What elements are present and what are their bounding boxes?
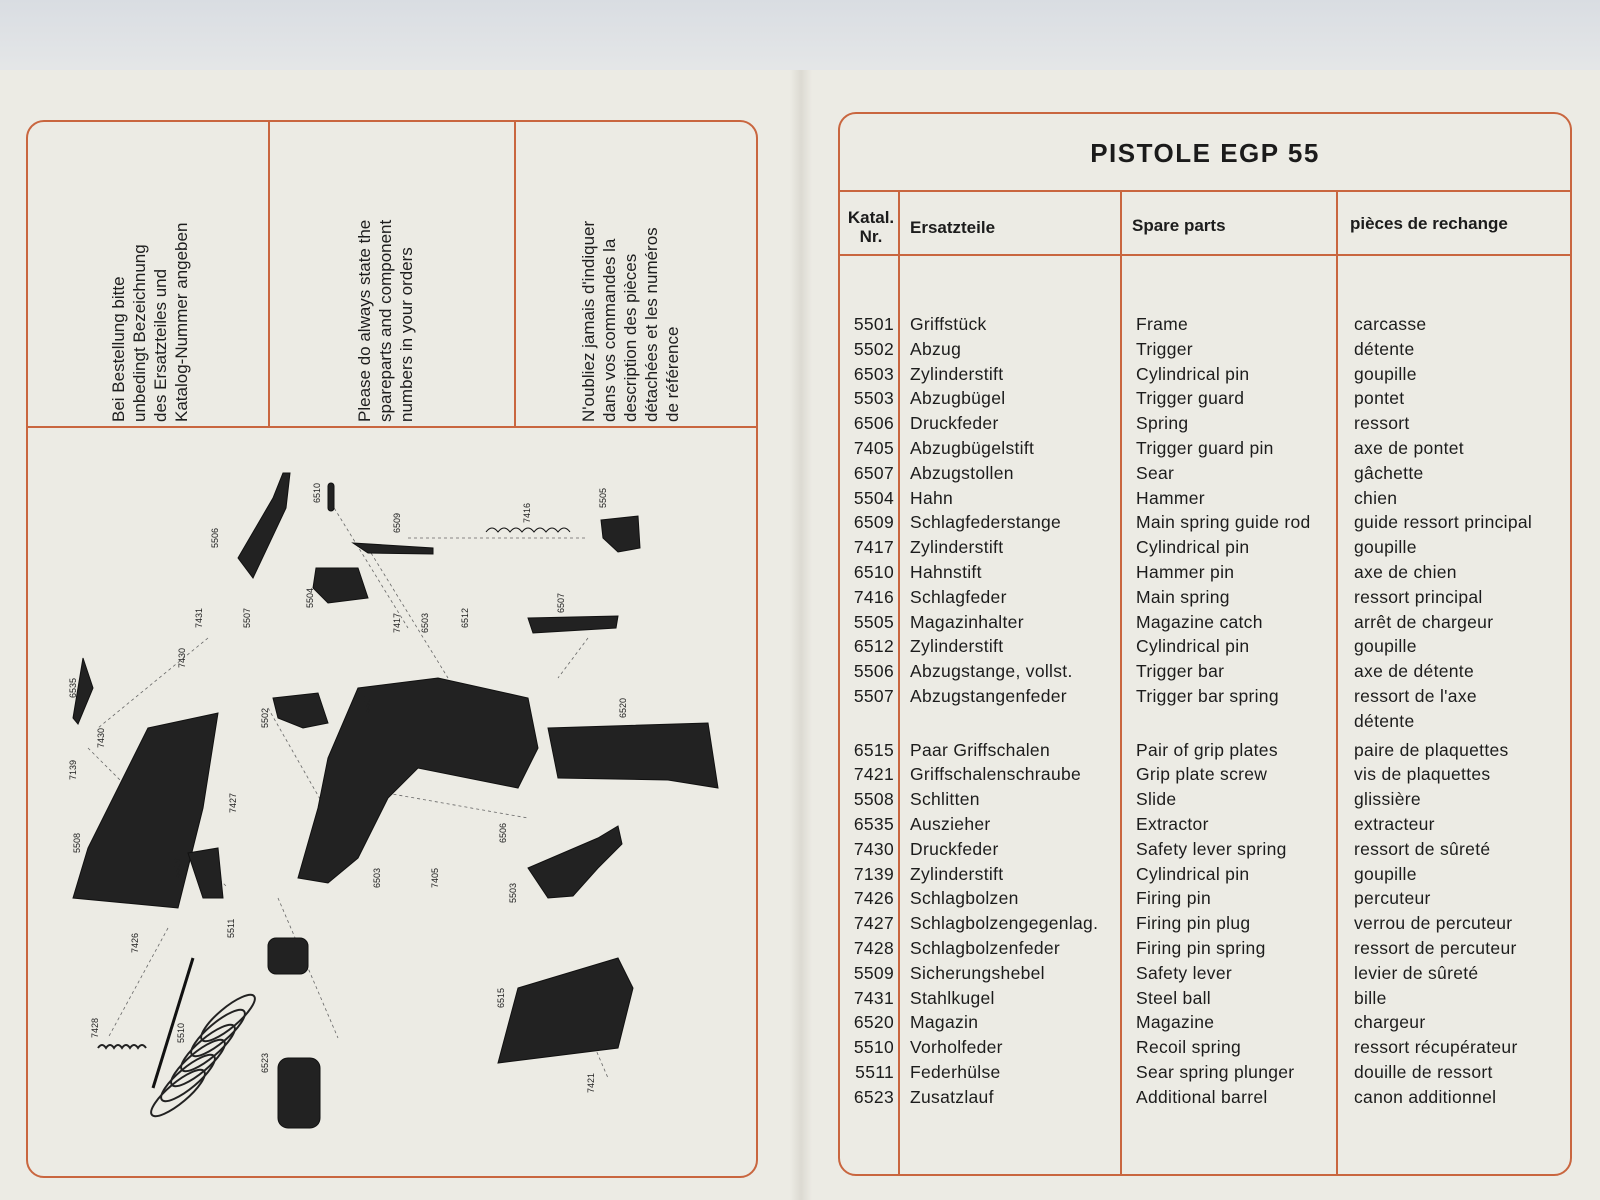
table-row [840, 537, 1570, 562]
english-name-cell: Hammer [1136, 487, 1205, 508]
frame-shape [298, 678, 538, 883]
english-name-cell: Hammer pin [1136, 562, 1235, 582]
french-name-cell: ressort récupérateur [1354, 1037, 1518, 1058]
magazine-catch-shape [601, 516, 640, 552]
label-7139: 7139 [68, 759, 78, 780]
german-name-cell: Auszieher [910, 814, 991, 834]
column-divider [514, 122, 516, 426]
catalog-number-cell: 6520 [853, 1012, 894, 1033]
hammer-shape [313, 568, 368, 603]
main-spring-shape [486, 528, 570, 532]
catalog-number-cell: 5507 [853, 686, 894, 706]
table-row [840, 612, 1570, 637]
label-5501: 5501 [362, 692, 372, 713]
recoil-spring-shape [98, 988, 260, 1122]
table-row [840, 888, 1570, 913]
french-name-cell: canon additionnel [1354, 1086, 1497, 1107]
left-panel [26, 120, 758, 1178]
english-name-cell: Firing pin plug [1136, 913, 1251, 934]
pin-shape [328, 483, 334, 511]
catalog-number-cell: 7416 [853, 586, 894, 607]
table-row [840, 864, 1570, 889]
catalog-number-cell: 7426 [853, 888, 894, 909]
table-row [840, 789, 1570, 814]
french-name-cell: chargeur [1354, 1012, 1426, 1033]
table-row [840, 839, 1570, 864]
french-name-cell: goupille [1354, 636, 1417, 657]
table-row [840, 661, 1570, 686]
table-row [840, 686, 1570, 711]
french-name-cell: glissière [1354, 789, 1421, 810]
catalog-number-cell: 6512 [853, 636, 894, 657]
label-7417: 7417 [392, 612, 402, 633]
table-row [840, 388, 1570, 413]
table-row [840, 1012, 1570, 1037]
part-shapes [73, 473, 718, 1128]
page-title: PISTOLE EGP 55 [1090, 138, 1320, 168]
catalog-number-cell: 7430 [853, 838, 894, 859]
catalog-number-cell: 7417 [853, 537, 894, 558]
table-row [840, 438, 1570, 463]
english-name-cell: Magazine [1136, 1012, 1215, 1033]
french-name-cell: carcasse [1354, 314, 1427, 334]
catalog-number-cell: 6515 [853, 739, 894, 760]
english-name-cell: Spring [1136, 413, 1189, 434]
label-6507: 6507 [556, 592, 566, 613]
german-name-cell: Zylinderstift [910, 863, 1004, 884]
german-name-cell: Magazin [910, 1012, 979, 1033]
table-row [840, 364, 1570, 389]
label-5511: 5511 [226, 918, 236, 938]
label-5507: 5507 [242, 607, 252, 628]
guide-rod-shape [353, 543, 433, 554]
english-name-cell: Grip plate screw [1136, 764, 1268, 785]
english-name-cell: Magazine catch [1136, 611, 1263, 632]
instruction-header [28, 122, 756, 428]
german-name-cell: Federhülse [910, 1062, 1001, 1082]
instruction-french: N'oubliez jamais d'indiquer dans vos commandes la description des pièces détachées et les numéros de référence [579, 220, 682, 422]
german-name-cell: Zylinderstift [910, 537, 1004, 558]
french-name-cell: ressort de percuteur [1354, 938, 1517, 958]
english-name-cell: Safety lever [1136, 962, 1233, 983]
english-name-cell: Trigger guard [1136, 388, 1245, 409]
french-name-cell: axe de détente [1354, 661, 1474, 682]
english-name-cell: Cylindrical pin [1136, 863, 1250, 884]
german-name-cell: Abzugbügel [910, 388, 1006, 409]
table-row [840, 938, 1570, 963]
catalog-number-cell: 7427 [853, 913, 894, 934]
german-name-cell: Abzug [910, 338, 962, 359]
french-name-cell: détente [1354, 710, 1415, 731]
table-row [840, 636, 1570, 661]
label-6523: 6523 [260, 1052, 270, 1073]
english-name-cell: Cylindrical pin [1136, 537, 1250, 558]
english-name-cell: Main spring guide rod [1136, 512, 1311, 533]
label-5506: 5506 [210, 527, 220, 548]
label-7428: 7428 [90, 1017, 100, 1038]
english-name-cell: Firing pin spring [1136, 938, 1266, 958]
catalog-number-cell: 7139 [853, 863, 894, 884]
exploded-view-svg [28, 428, 756, 1176]
table-row [840, 587, 1570, 612]
trigger-shape [273, 693, 328, 728]
table-row [840, 764, 1570, 789]
french-name-cell: détente [1354, 338, 1415, 359]
label-6509: 6509 [392, 512, 402, 533]
label-7430-b: 7430 [96, 727, 106, 748]
french-name-cell: goupille [1354, 863, 1417, 884]
label-7427: 7427 [228, 792, 238, 813]
german-name-cell: Schlagfederstange [910, 512, 1062, 533]
table-row [840, 488, 1570, 513]
french-name-cell: arrêt de chargeur [1354, 611, 1494, 632]
sear-shape [528, 616, 618, 633]
german-name-cell: Paar Griffschalen [910, 739, 1050, 760]
german-name-cell: Griffstück [910, 314, 987, 334]
catalog-number-cell: 5503 [853, 388, 894, 409]
german-name-cell: Hahn [910, 487, 954, 508]
german-name-cell: Schlagbolzen [910, 888, 1019, 909]
grip-plate-shape [498, 958, 633, 1063]
english-name-cell: Trigger [1136, 338, 1193, 359]
table-row [840, 463, 1570, 488]
label-7426: 7426 [130, 932, 140, 953]
table-row [840, 740, 1570, 765]
french-name-cell: guide ressort principal [1354, 512, 1533, 533]
label-5505: 5505 [598, 487, 608, 508]
catalog-number-cell: 5508 [853, 789, 894, 810]
firing-pin-spring-shape [98, 1045, 146, 1048]
table-row [840, 339, 1570, 364]
label-5508: 5508 [72, 832, 82, 853]
french-name-cell: ressort de l'axe [1354, 686, 1477, 706]
catalog-number-cell: 7405 [853, 438, 894, 458]
catalog-number-cell: 5510 [853, 1037, 894, 1058]
german-name-cell: Stahlkugel [910, 987, 995, 1008]
label-5510: 5510 [176, 1022, 186, 1043]
german-name-cell: Sicherungshebel [910, 962, 1045, 983]
label-6520: 6520 [618, 697, 628, 718]
catalog-number-cell: 7431 [853, 987, 894, 1008]
english-name-cell: Pair of grip plates [1136, 739, 1278, 760]
german-name-cell: Druckfeder [910, 413, 999, 434]
additional-barrel-shape [278, 1058, 320, 1128]
french-name-cell: goupille [1354, 537, 1417, 558]
table-row [840, 413, 1570, 438]
english-name-cell: Trigger bar spring [1136, 686, 1279, 706]
header-catalog-number: Katal. Nr. [847, 208, 895, 246]
english-name-cell: Steel ball [1136, 987, 1211, 1008]
table-row [840, 1037, 1570, 1062]
german-name-cell: Schlagbolzengegenlag. [910, 913, 1099, 934]
german-name-cell: Schlagbolzenfeder [910, 938, 1061, 958]
english-name-cell: Trigger bar [1136, 661, 1225, 682]
catalog-number-cell: 5505 [853, 611, 894, 632]
german-name-cell: Zylinderstift [910, 636, 1004, 657]
english-name-cell: Cylindrical pin [1136, 636, 1250, 657]
french-name-cell: bille [1354, 987, 1387, 1008]
table-row [840, 963, 1570, 988]
french-name-cell: paire de plaquettes [1354, 739, 1509, 760]
catalog-number-cell: 6506 [853, 413, 894, 434]
label-6503-a: 6503 [420, 612, 430, 633]
english-name-cell: Extractor [1136, 814, 1209, 834]
label-7416: 7416 [522, 502, 532, 523]
catalog-number-cell: 5511 [855, 1062, 894, 1082]
label-7405: 7405 [430, 867, 440, 888]
label-6515: 6515 [496, 987, 506, 1008]
table-row [840, 314, 1570, 339]
english-name-cell: Trigger guard pin [1136, 438, 1274, 458]
french-name-cell: ressort de sûreté [1354, 838, 1491, 859]
french-name-cell: percuteur [1354, 888, 1431, 909]
german-name-cell: Vorholfeder [910, 1037, 1003, 1058]
label-5509: 5509 [172, 857, 182, 878]
column-divider [268, 122, 270, 426]
english-name-cell: Frame [1136, 314, 1189, 334]
table-row [840, 1087, 1570, 1112]
catalog-number-cell: 6503 [853, 363, 894, 384]
english-name-cell: Cylindrical pin [1136, 363, 1250, 384]
label-6535: 6535 [68, 677, 78, 698]
magazine-shape [548, 723, 718, 788]
french-name-cell: gâchette [1354, 462, 1424, 483]
catalog-number-cell: 6523 [853, 1086, 894, 1107]
catalog-number-cell: 6535 [853, 814, 894, 834]
german-name-cell: Abzugstange, vollst. [910, 661, 1073, 682]
french-name-cell: vis de plaquettes [1354, 764, 1491, 785]
french-name-cell: levier de sûreté [1354, 962, 1479, 983]
firing-pin-shape [153, 958, 193, 1088]
english-name-cell: Slide [1136, 789, 1177, 810]
german-name-cell: Hahnstift [910, 562, 982, 582]
german-name-cell: Schlagfeder [910, 586, 1007, 607]
table-row [840, 711, 1570, 736]
french-name-cell: ressort principal [1354, 586, 1483, 607]
label-6510: 6510 [312, 482, 322, 503]
table-row [840, 1062, 1570, 1087]
label-6512: 6512 [460, 607, 470, 628]
catalog-number-cell: 5509 [853, 962, 894, 983]
sear-plunger-shape [268, 938, 308, 974]
catalog-number-cell: 6510 [853, 562, 894, 582]
parts-list-panel [838, 112, 1572, 1176]
page-fold [790, 70, 812, 1200]
catalog-number-cell: 5506 [853, 661, 894, 682]
header-spare-parts: Spare parts [1132, 216, 1226, 235]
label-5504: 5504 [305, 587, 315, 608]
catalog-number-cell: 5501 [853, 314, 894, 334]
english-name-cell: Firing pin [1136, 888, 1211, 909]
german-name-cell: Zusatzlauf [910, 1086, 994, 1107]
safety-lever-shape [188, 848, 223, 898]
exploded-view-diagram [28, 428, 756, 1176]
table-row [840, 988, 1570, 1013]
header-divider [840, 254, 1570, 256]
table-row [840, 512, 1570, 537]
catalog-number-cell: 6507 [853, 462, 894, 483]
french-name-cell: extracteur [1354, 814, 1435, 834]
german-name-cell: Zylinderstift [910, 363, 1004, 384]
french-name-cell: goupille [1354, 363, 1417, 384]
label-6503-b: 6503 [372, 867, 382, 888]
label-7431: 7431 [194, 607, 204, 628]
catalog-number-cell: 7421 [853, 764, 894, 785]
german-name-cell: Abzugstangenfeder [910, 686, 1067, 706]
table-row [840, 913, 1570, 938]
english-name-cell: Sear spring plunger [1136, 1062, 1295, 1082]
german-name-cell: Griffschalenschraube [910, 764, 1082, 785]
label-5502: 5502 [260, 707, 270, 728]
french-name-cell: axe de pontet [1354, 438, 1464, 458]
header-ersatzteile: Ersatzteile [910, 218, 996, 237]
french-name-cell: douille de ressort [1354, 1062, 1493, 1082]
instruction-english: Please do always state the spareparts and component numbers in your orders [355, 219, 416, 422]
catalog-number-cell: 7428 [853, 938, 894, 958]
english-name-cell: Sear [1136, 462, 1175, 483]
german-name-cell: Abzugstollen [910, 462, 1014, 483]
label-7421: 7421 [586, 1072, 596, 1093]
french-name-cell: chien [1354, 487, 1398, 508]
german-name-cell: Magazinhalter [910, 611, 1024, 632]
instruction-german: Bei Bestellung bitte unbedingt Bezeichnung des Ersatzteiles und Katalog-Nummer angeben [109, 222, 191, 422]
german-name-cell: Druckfeder [910, 838, 999, 859]
catalog-number-cell: 6509 [853, 512, 894, 533]
french-name-cell: axe de chien [1354, 562, 1457, 582]
label-5503: 5503 [508, 882, 518, 903]
background-top [0, 0, 1600, 74]
header-pieces-de-rechange: pièces de rechange [1350, 214, 1508, 233]
catalog-number-cell: 5502 [853, 338, 894, 359]
table-row [840, 814, 1570, 839]
title-divider [840, 190, 1570, 192]
trigger-guard-shape [528, 826, 622, 898]
label-6506: 6506 [498, 822, 508, 843]
german-name-cell: Schlitten [910, 789, 980, 810]
english-name-cell: Safety lever spring [1136, 838, 1287, 859]
french-name-cell: pontet [1354, 388, 1405, 409]
table-row [840, 562, 1570, 587]
french-name-cell: ressort [1354, 413, 1410, 434]
english-name-cell: Additional barrel [1136, 1086, 1268, 1107]
german-name-cell: Abzugbügelstift [910, 438, 1035, 458]
catalog-number-cell: 5504 [853, 487, 894, 508]
french-name-cell: verrou de percuteur [1354, 913, 1513, 934]
english-name-cell: Recoil spring [1136, 1037, 1242, 1058]
label-7430-a: 7430 [177, 647, 187, 668]
trigger-bar-shape [238, 473, 290, 578]
english-name-cell: Main spring [1136, 586, 1230, 607]
